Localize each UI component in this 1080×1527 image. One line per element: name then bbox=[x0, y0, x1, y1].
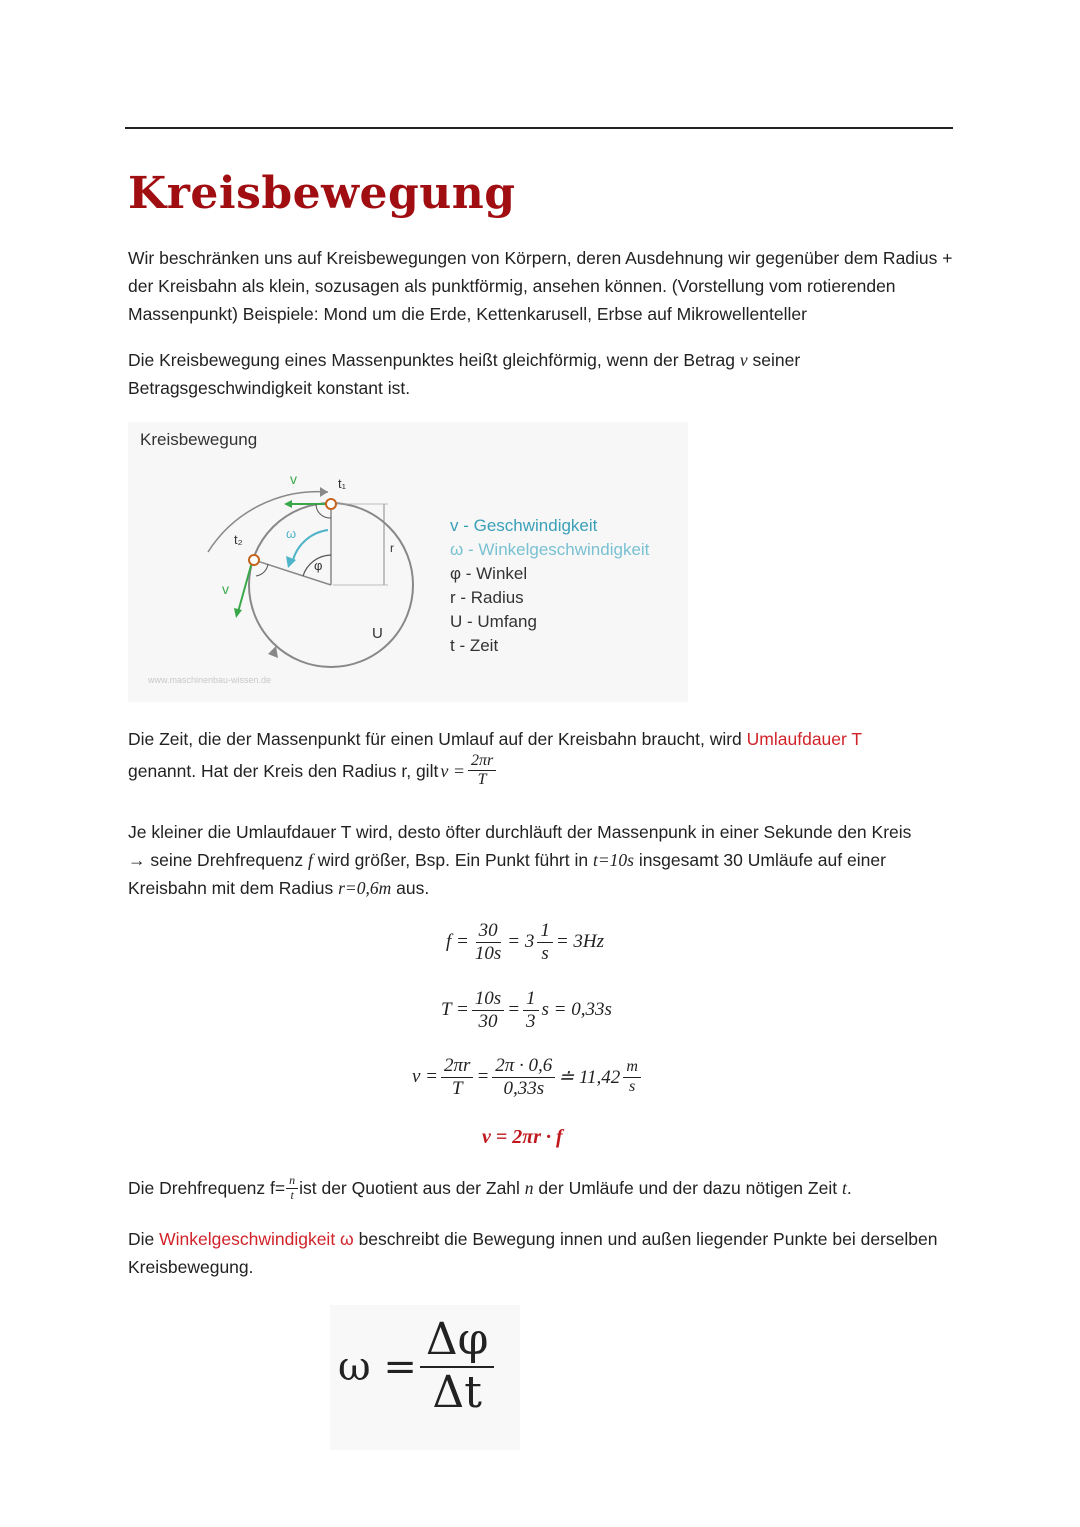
uniform-paragraph: Die Kreisbewegung eines Massenpunktes heißt gleichförmig, wenn der Betrag v seiner Betragsgeschwindigkeit konstant ist. bbox=[128, 350, 801, 398]
figure-legend bbox=[450, 514, 649, 658]
period-line-1: Die Zeit, die der Massenpunkt für einen Umlauf auf der Kreisbahn braucht, wird Umlaufdauer T bbox=[128, 729, 863, 749]
figure-title: Kreisbewegung bbox=[140, 430, 258, 449]
legend-item: ω - Winkelgeschwindigkeit bbox=[450, 540, 650, 559]
outer-arc bbox=[208, 492, 328, 552]
equation-v: v = $\frac{2\pi r}{T}$ = $\frac{2\pi \cdot 0,6}{0,33s}$ ≐ 11,42 $\frac{m}{s}$ bbox=[412, 1055, 644, 1100]
equation-summary: v = 2πr · f bbox=[482, 1126, 563, 1148]
figure-caption: www.maschinenbau-wissen.de bbox=[148, 675, 272, 685]
top-rule bbox=[125, 127, 953, 129]
circular-motion-figure bbox=[128, 422, 688, 702]
legend-item: φ - Winkel bbox=[450, 564, 528, 583]
outer-arc-arrowhead bbox=[320, 487, 328, 497]
legend-item: U - Umfang bbox=[450, 612, 537, 631]
legend-item: r - Radius bbox=[450, 588, 524, 607]
point-t1 bbox=[326, 499, 336, 509]
legend-item: v - Geschwindigkeit bbox=[450, 516, 598, 535]
label-t1: t₁ bbox=[338, 476, 346, 491]
period-fraction: $\frac{2\pi r}{T}$ bbox=[468, 752, 496, 790]
intro-paragraph: Wir beschränken uns auf Kreisbewegungen von Körpern, deren Ausdehnung wir gegenüber dem Radius + der Kreisbahn als klein, sozusagen als punktförmig, ansehen können. (Vorstellung vom rotierenden Massenpunkt) Beispiele: Mond um die Erde, Kettenkarusell, Erbse auf Mikrowellenteller bbox=[128, 248, 953, 324]
label-U: U bbox=[372, 625, 383, 642]
label-omega: ω bbox=[286, 526, 297, 541]
equation-T: T = $\frac{10s}{30}$ = $\frac{1}{3}$ s = 0,33s bbox=[441, 988, 612, 1032]
label-v1: v bbox=[290, 471, 297, 487]
page-title: Kreisbewegung bbox=[128, 168, 516, 219]
label-v2: v bbox=[222, 581, 229, 597]
drehfrequenz-paragraph: Die Drehfrequenz f= $\frac{n}{t}$ ist der Quotient aus der Zahl n der Umläufe und der dazu nötigen Zeit t . bbox=[128, 1173, 852, 1202]
label-r: r bbox=[390, 541, 394, 555]
omega-formula: ω = $\frac{\Delta\varphi}{\Delta t}$ bbox=[338, 1315, 497, 1418]
period-line-2: genannt. Hat der Kreis den Radius r, gilt v = $\frac{2\pi r}{T}$ bbox=[128, 752, 958, 790]
label-phi: φ bbox=[314, 558, 323, 573]
legend-item: t - Zeit bbox=[450, 636, 499, 655]
omega-formula-box bbox=[330, 1305, 520, 1450]
omega-arc bbox=[293, 530, 328, 560]
point-t2 bbox=[249, 555, 259, 565]
frequency-paragraph: Je kleiner die Umlaufdauer T wird, desto öfter durchläuft der Massenpunk in einer Sekunde den Kreis → seine Drehfrequenz f wird größer, Bsp. Ein Punkt führt in t=10s insgesamt 30 Umläufe auf einer Kreisbahn mit dem Radius r=0,6m aus. bbox=[128, 822, 912, 898]
angular-paragraph: Die Winkelgeschwindigkeit ω beschreibt die Bewegung innen und außen liegender Punkte bei derselben Kreisbewegung. bbox=[128, 1229, 938, 1277]
equation-f: f = $\frac{30}{10s}$ = 3 $\frac{1}{s}$ = 3Hz bbox=[446, 920, 605, 964]
circle-diagram bbox=[128, 442, 448, 702]
label-t2: t₂ bbox=[234, 532, 243, 547]
